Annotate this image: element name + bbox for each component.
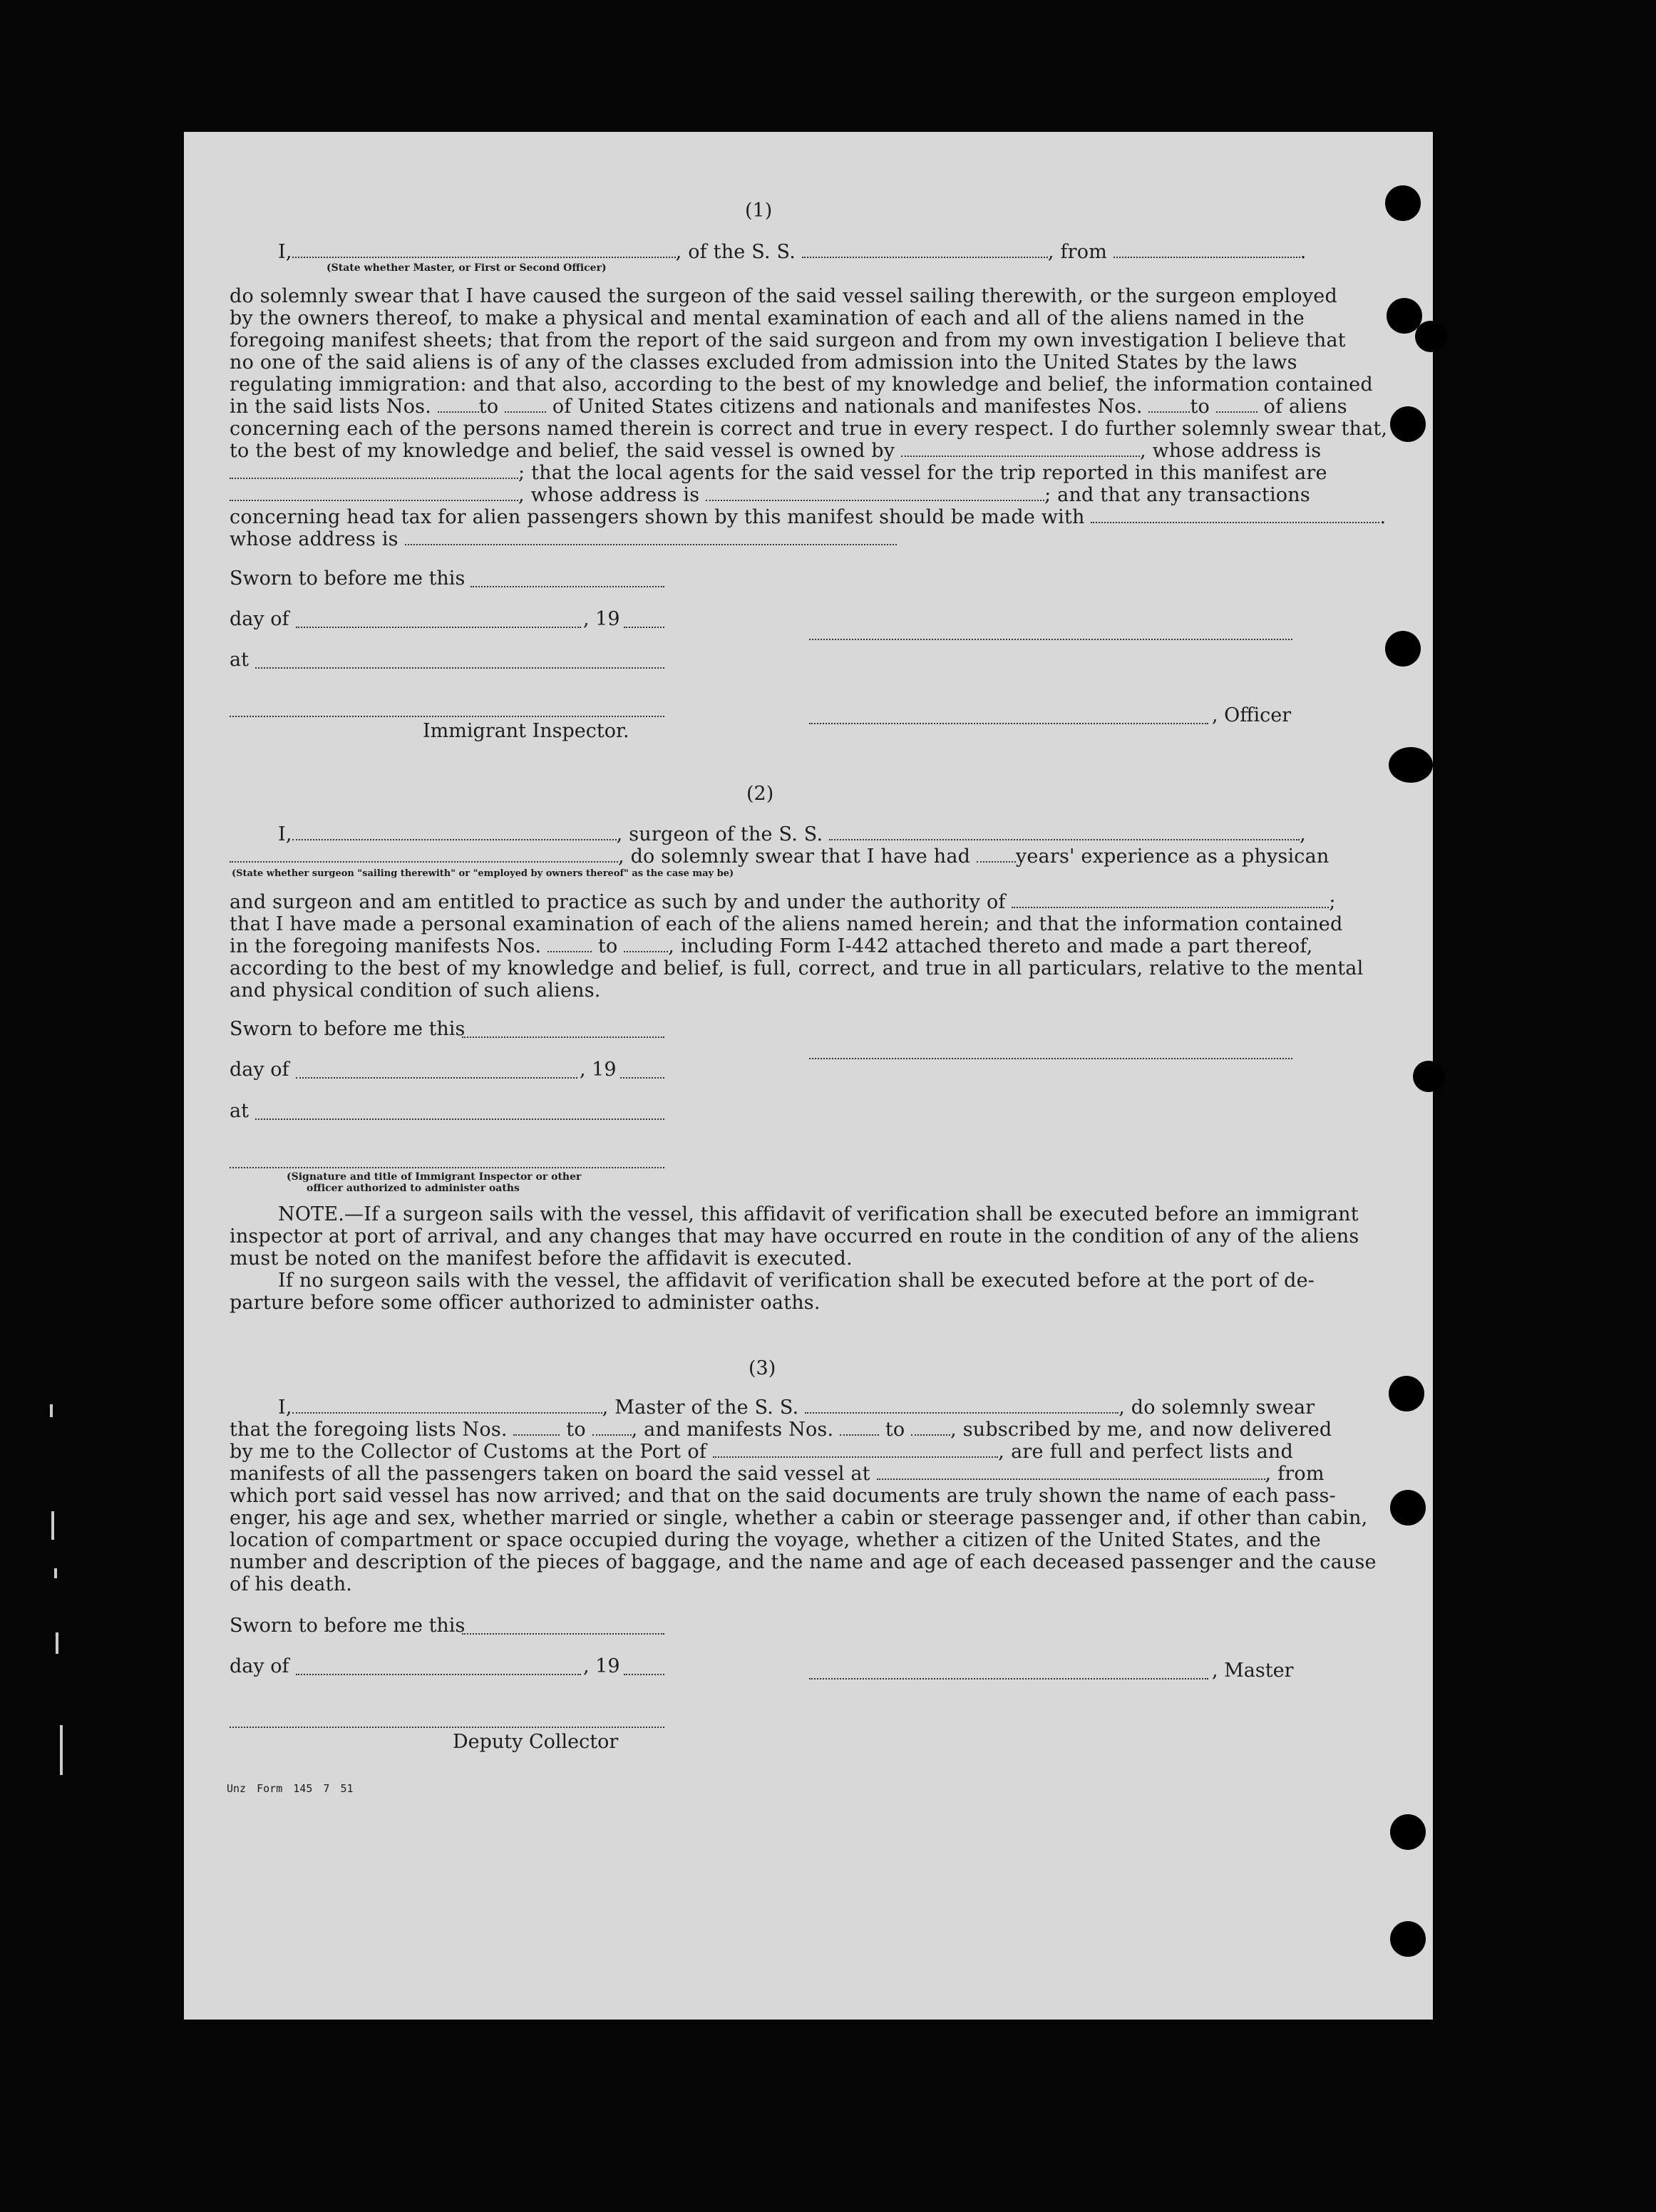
master-label: , Master [1212,1660,1294,1682]
year-label: , 19 [580,1059,617,1081]
section1-para-line: concerning each of the persons named therein is correct and true in every respect. I do further solemnly swear that, [230,418,1388,440]
punch-hole [1390,1921,1426,1957]
signature-line [809,639,1292,640]
section1-para-line: ; that the local agents for the said vessel for the trip reported in this manifest are [230,462,1293,484]
section3-para-line: that the foregoing lists Nos. to , and manifests Nos. to , subscribed by me, and now delivered [230,1419,1332,1441]
film-edge-mark [60,1725,63,1775]
inspector-sig-line [230,1167,664,1168]
surgeon-signature-line [809,1058,1292,1059]
section3-para-line: number and description of the pieces of baggage, and the name and age of each deceased passenger and the cause [230,1551,1377,1573]
section1-para-line: no one of the said aliens is of any of the classes excluded from admission into the United States by the laws [230,351,1297,374]
day-of-label: day of [230,1655,289,1677]
sworn-label: Sworn to before me this [230,1615,466,1637]
note-line: inspector at port of arrival, and any changes that may have occurred en route in the condition of any of the aliens [230,1225,1359,1248]
day-of-label: day of [230,1059,289,1081]
year-line [620,1077,664,1079]
section3-line1: I, , Master of the S. S. , do solemnly swear [278,1396,1315,1419]
surgeon-note: (State whether surgeon "sailing therewith" or "employed by owners thereof" as the case may be) [232,868,734,879]
section2-line1: I, , surgeon of the S. S. , [278,823,1306,845]
collector-sig-line [230,1727,664,1728]
section2-para-line: that I have made a personal examination of each of the aliens named herein; and that the information contained [230,913,1343,935]
sworn-label: Sworn to before me this [230,567,466,590]
film-edge-mark [56,1632,58,1654]
sworn-date-line [470,586,664,587]
year-line [624,627,664,628]
officer-note: (State whether Master, or First or Second Officer) [326,262,607,274]
at-label: at [230,649,249,671]
section1-para-line: whose address is [230,528,1293,550]
note-line: parture before some officer authorized to administer oaths. [230,1292,821,1314]
section1-para-line: by the owners thereof, to make a physical and mental examination of each and all of the aliens named in the [230,307,1305,329]
section3-para-line: of his death. [230,1573,353,1595]
inspector-sig-line [230,716,664,717]
year-line [624,1674,664,1675]
section1-para-line: regulating immigration: and that also, according to the best of my knowledge and belief, the information contained [230,374,1373,396]
year-label: , 19 [583,1655,620,1677]
punch-hole [1390,1814,1426,1850]
section-number: (3) [749,1357,776,1379]
section3-para-line: which port said vessel has now arrived; and that on the said documents are truly shown the name of each pass- [230,1485,1336,1507]
punch-hole [1413,1061,1444,1092]
section2-para-line: according to the best of my knowledge and belief, is full, correct, and true in all particulars, relative to the mental [230,957,1364,979]
officer-sig-line [809,723,1208,724]
note-line: NOTE.—If a surgeon sails with the vessel, this affidavit of verification shall be executed before an immigrant [278,1203,1359,1225]
at-label: at [230,1100,249,1122]
section1-para-line: do solemnly swear that I have caused the surgeon of the said vessel sailing therewith, or the surgeon employed [230,285,1337,307]
punch-hole [1390,1490,1426,1526]
sworn-date-line [462,1036,664,1038]
section2-line2: , do solemnly swear that I have had years' experience as a physican [230,845,1293,868]
punch-hole [1415,321,1446,352]
section1-para-line: concerning head tax for alien passengers shown by this manifest should be made with . [230,506,1387,528]
signature-note: (Signature and title of Immigrant Inspector or other [287,1171,582,1183]
section1-para-line: to the best of my knowledge and belief, the said vessel is owned by , whose address is [230,440,1322,462]
signature-note: officer authorized to administer oaths [307,1183,520,1194]
note-line: If no surgeon sails with the vessel, the affidavit of verification shall be executed before at the port of de- [278,1270,1315,1292]
sworn-label: Sworn to before me this [230,1018,466,1040]
punch-hole [1389,747,1433,783]
film-edge-mark [50,1404,53,1417]
section3-para-line: by me to the Collector of Customs at the Port of , are full and perfect lists and [230,1441,1293,1463]
section-number: (2) [746,783,774,805]
inspector-label: Immigrant Inspector. [423,720,629,742]
section3-para-line: manifests of all the passengers taken on board the said vessel at , from [230,1463,1325,1485]
section1-para-line: , whose address is ; and that any transactions [230,484,1293,506]
at-line [255,1118,664,1120]
at-line [255,667,664,669]
punch-hole [1385,185,1421,221]
officer-label: , Officer [1212,704,1292,726]
punch-hole [1389,1376,1424,1411]
collector-label: Deputy Collector [453,1731,619,1753]
section1-para-line: foregoing manifest sheets; that from the report of the said surgeon and from my own investigation I believe that [230,329,1346,351]
film-edge-mark [51,1511,54,1540]
day-of-label: day of [230,608,289,630]
year-label: , 19 [583,608,620,630]
form-number: Unz Form 145 7 51 [227,1782,354,1795]
section2-para-line: in the foregoing manifests Nos. to , including Form I-442 attached thereto and made a part thereof, [230,935,1313,957]
section2-para-line: and physical condition of such aliens. [230,979,601,1002]
day-of-line [296,1674,581,1675]
section3-para-line: location of compartment or space occupied during the voyage, whether a citizen of the United States, and the [230,1529,1321,1551]
day-of-line [296,627,581,628]
note-line: must be noted on the manifest before the affidavit is executed. [230,1248,853,1270]
master-signature-line [809,1678,1208,1679]
film-edge-mark [54,1568,57,1578]
sworn-date-line [462,1633,664,1635]
section2-para-line: and surgeon and am entitled to practice as such by and under the authority of ; [230,891,1336,913]
day-of-line [296,1077,577,1079]
section1-para-line: in the said lists Nos. to of United States citizens and nationals and manifestes Nos. to of aliens [230,396,1347,418]
section-number: (1) [745,200,773,222]
section1-line1: I, , of the S. S. , from . [278,241,1307,263]
punch-hole [1390,406,1426,442]
section3-para-line: enger, his age and sex, whether married or single, whether a cabin or steerage passenger and, if other than cabin, [230,1507,1368,1529]
punch-hole [1385,631,1421,667]
